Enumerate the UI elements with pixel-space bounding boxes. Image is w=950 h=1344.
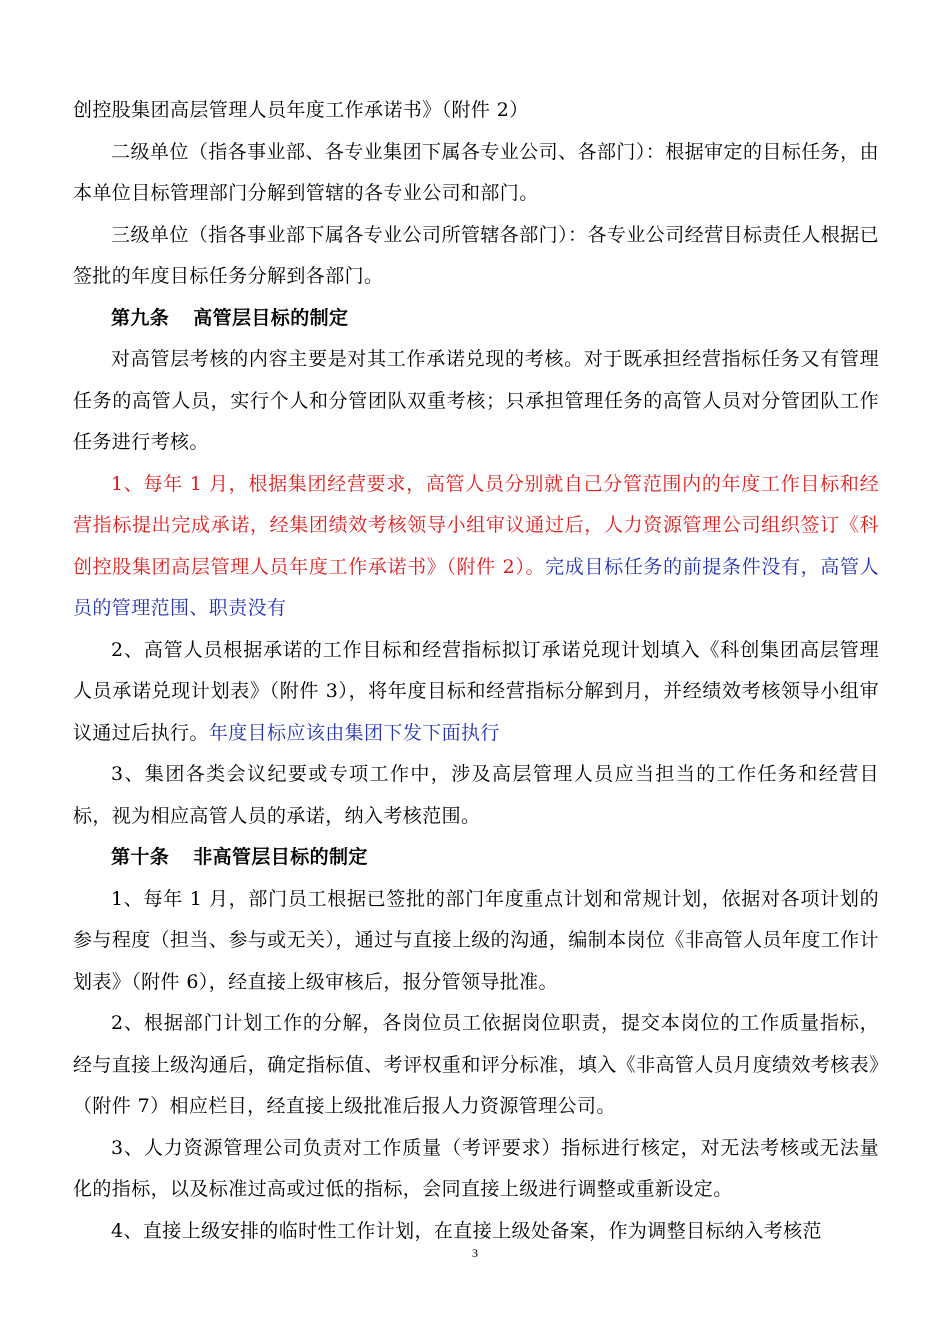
annotated-blue-comment: 年度目标应该由集团下发下面执行 (208, 721, 500, 744)
paragraph-executive-assessment: 对高管层考核的内容主要是对其工作承诺兑现的考核。对于既承担经营指标任务又有管理任务的高管人员，实行个人和分管团队双重考核；只承担管理任务的高管人员对分管团队工作任务进行考核。 (73, 348, 879, 453)
article-9-title: 高管层目标的制定 (193, 306, 349, 329)
document-body (73, 90, 879, 1252)
annotated-blue-comment: 完成目标任务的前提条件没有，高管人员的管理范围、职责没有 (73, 555, 880, 619)
paragraph-item-3-executive: 3、集团各类会议纪要或专项工作中，涉及高层管理人员应当担当的工作任务和经营目标，视为相应高管人员的承诺，纳入考核范围。 (73, 763, 879, 827)
annotated-red-text: 1、每年 1 月，根据集团经营要求，高管人员分别就自己分管范围内的年度工作目标和经营指标提出完成承诺，经集团绩效考核领导小组审议通过后，人力资源管理公司组织签订《科创控股集团高层管理人员年度工作承诺书》（附件 2）。 (73, 472, 879, 578)
page-number: 3 (472, 1246, 478, 1260)
paragraph-continuation: 创控股集团高层管理人员年度工作承诺书》（附件 2） (73, 99, 529, 121)
paragraph-item-4-non-executive: 4、直接上级安排的临时性工作计划，在直接上级处备案，作为调整目标纳入考核范 (111, 1219, 822, 1242)
article-10-number: 第十条 (111, 846, 170, 868)
paragraph-item-1-executive (73, 464, 879, 630)
article-10-heading (73, 837, 879, 879)
paragraph-item-1-non-executive: 1、每年 1 月，部门员工根据已签批的部门年度重点计划和常规计划，依据对各项计划的参与程度（担当、参与或无关），通过与直接上级的沟通，编制本岗位《非高管人员年度工作计划表》（附件 6），经直接上级审核后，报分管领导批准。 (73, 887, 879, 993)
paragraph-third-level-units: 三级单位（指各事业部下属各专业公司所管辖各部门）：各专业公司经营目标责任人根据已签批的年度目标任务分解到各部门。 (73, 223, 879, 287)
article-10-title: 非高管层目标的制定 (193, 846, 368, 868)
item-2-text: 2、高管人员根据承诺的工作目标和经营指标拟订承诺兑现计划填入《科创集团高层管理人员承诺兑现计划表》（附件 3），将年度目标和经营指标分解到月，并经绩效考核领导小组审议通过后执行。 (73, 638, 879, 744)
paragraph-item-3-non-executive: 3、人力资源管理公司负责对工作质量（考评要求）指标进行核定，对无法考核或无法量化的指标，以及标准过高或过低的指标，会同直接上级进行调整或重新设定。 (73, 1136, 879, 1200)
paragraph-item-2-executive (73, 630, 879, 755)
paragraph-item-2-non-executive: 2、根据部门计划工作的分解，各岗位员工依据岗位职责，提交本岗位的工作质量指标，经与直接上级沟通后，确定指标值、考评权重和评分标准，填入《非高管人员月度绩效考核表》（附件 7）相应栏目，经直接上级批准后报人力资源管理公司。 (73, 1012, 879, 1117)
article-9-heading (73, 298, 879, 340)
paragraph-second-level-units: 二级单位（指各事业部、各专业集团下属各专业公司、各部门）：根据审定的目标任务，由本单位目标管理部门分解到管辖的各专业公司和部门。 (73, 140, 879, 204)
article-9-number: 第九条 (111, 306, 170, 329)
